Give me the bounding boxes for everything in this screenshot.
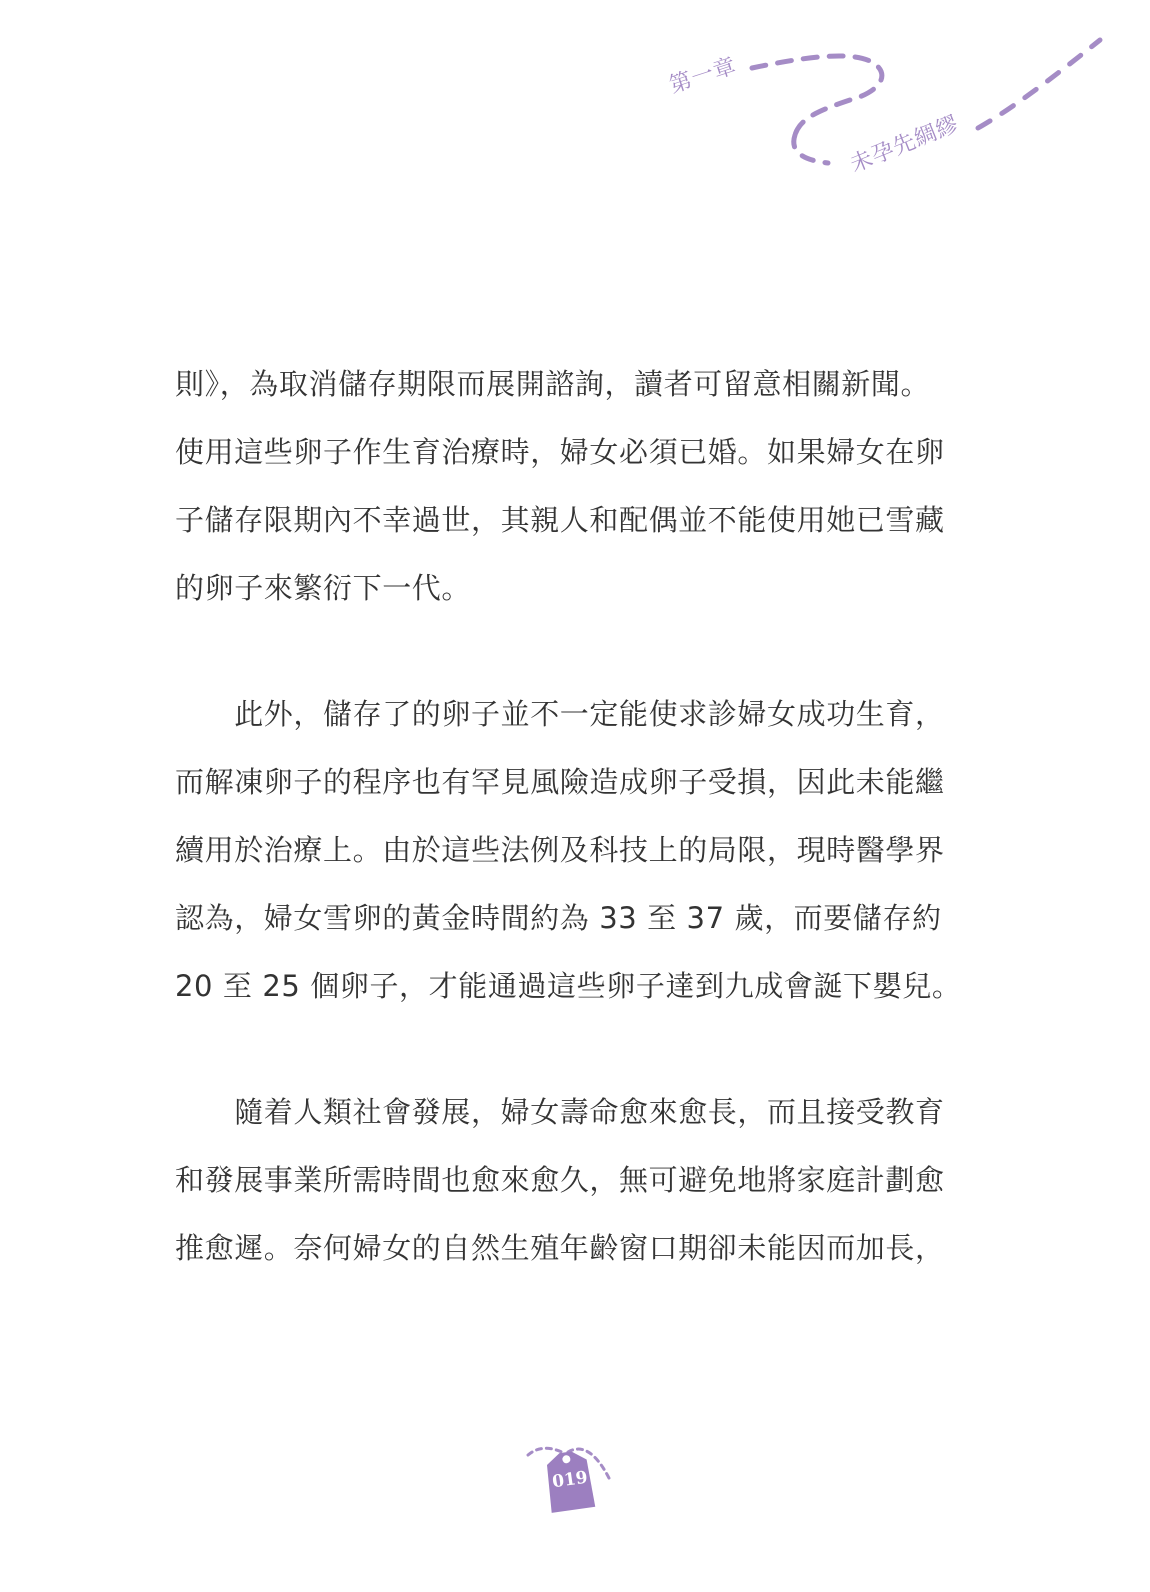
paragraph-2 bbox=[175, 685, 985, 1025]
header-ribbon-decoration bbox=[0, 0, 1150, 200]
page-number: 019 bbox=[551, 1467, 589, 1493]
text-line: 而解凍卵子的程序也有罕見風險造成卵子受損，因此未能繼 bbox=[175, 765, 945, 799]
chapter-title: 未孕先綢繆 bbox=[846, 111, 963, 178]
paragraph-spacer bbox=[175, 1025, 985, 1083]
text-line: 續用於治療上。由於這些法例及科技上的局限，現時醫學界 bbox=[175, 833, 945, 867]
text-line: 認為，婦女雪卵的黃金時間約為 33 至 37 歲，而要儲存約 bbox=[175, 901, 942, 935]
body-text bbox=[175, 355, 985, 1287]
paragraph-3 bbox=[175, 1083, 985, 1287]
text-line: 和發展事業所需時間也愈來愈久，無可避免地將家庭計劃愈 bbox=[175, 1163, 945, 1197]
text-line: 則》，為取消儲存期限而展開諮詢，讀者可留意相關新聞。 bbox=[175, 367, 931, 401]
text-line: 隨着人類社會發展，婦女壽命愈來愈長，而且接受教育 bbox=[175, 1095, 945, 1129]
chapter-label: 第一章 bbox=[666, 53, 740, 99]
text-line: 子儲存限期內不幸過世，其親人和配偶並不能使用她已雪藏 bbox=[175, 503, 945, 537]
text-line: 此外，儲存了的卵子並不一定能使求診婦女成功生育， bbox=[175, 697, 945, 731]
text-line: 的卵子來繁衍下一代。 bbox=[175, 571, 472, 605]
text-line: 推愈遲。奈何婦女的自然生殖年齡窗口期卻未能因而加長， bbox=[175, 1231, 945, 1265]
paragraph-spacer bbox=[175, 627, 985, 685]
text-line: 20 至 25 個卵子，才能通過這些卵子達到九成會誕下嬰兒。 bbox=[175, 969, 962, 1003]
text-line: 使用這些卵子作生育治療時，婦女必須已婚。如果婦女在卵 bbox=[175, 435, 945, 469]
paragraph-1 bbox=[175, 355, 985, 627]
